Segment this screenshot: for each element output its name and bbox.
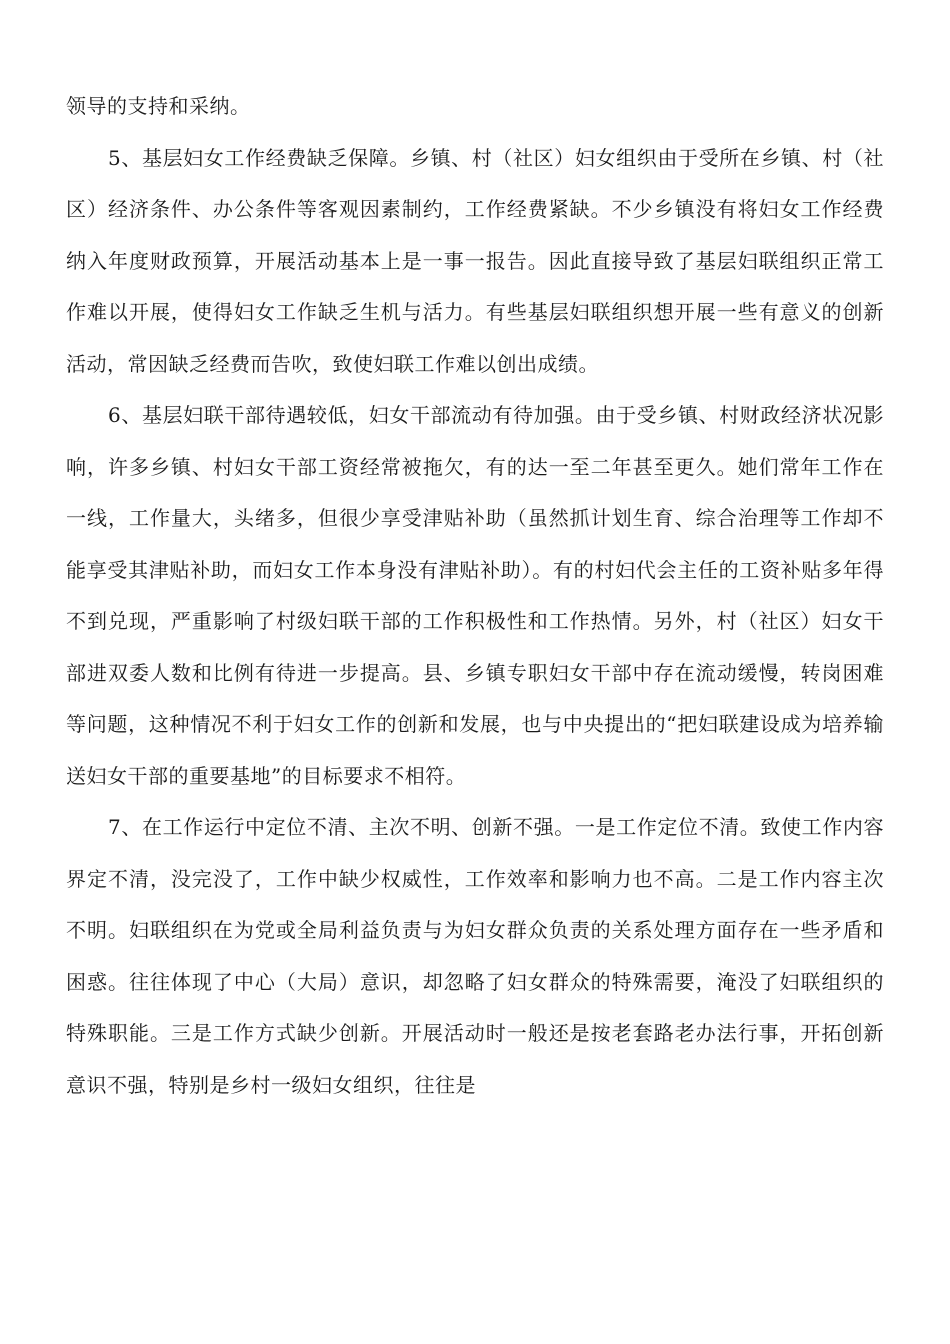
paragraph-item-5: 5、基层妇女工作经费缺乏保障。乡镇、村（社区）妇女组织由于受所在乡镇、村（社区）经济条件、办公条件等客观因素制约，工作经费紧缺。不少乡镇没有将妇女工作经费纳入年度财政预算，开展活动基本上是一事一报告。因此直接导致了基层妇联组织正常工作难以开展，使得妇女工作缺乏生机与活力。有些基层妇联组织想开展一些有意义的创新活动，常因缺乏经费而告吹，致使妇联工作难以创出成绩。 — [66, 145, 884, 376]
paragraph-continuation: 领导的支持和采纳。 — [66, 94, 251, 118]
paragraph-item-6: 6、基层妇联干部待遇较低，妇女干部流动有待加强。由于受乡镇、村财政经济状况影响，许多乡镇、村妇女干部工资经常被拖欠，有的达一至二年甚至更久。她们常年工作在一线，工作量大，头绪多，但很少享受津贴补助（虽然抓计划生育、综合治理等工作却不能享受其津贴补助，而妇女工作本身没有津贴补助）。有的村妇代会主任的工资补贴多年得不到兑现，严重影响了村级妇联干部的工作积极性和工作热情。另外，村（社区）妇女干部进双委人数和比例有待进一步提高。县、乡镇专职妇女干部中存在流动缓慢，转岗困难等问题，这种情况不利于妇女工作的创新和发展，也与中央提出的“把妇联建设成为培养输送妇女干部的重要基地”的目标要求不相符。 — [66, 403, 884, 788]
paragraph-item-7: 7、在工作运行中定位不清、主次不明、创新不强。一是工作定位不清。致使工作内容界定不清，没完没了，工作中缺少权威性，工作效率和影响力也不高。二是工作内容主次不明。妇联组织在为党或全局利益负责与为妇女群众负责的关系处理方面存在一些矛盾和困惑。往往体现了中心（大局）意识，却忽略了妇女群众的特殊需要，淹没了妇联组织的特殊职能。三是工作方式缺少创新。开展活动时一般还是按老套路老办法行事，开拓创新意识不强，特别是乡村一级妇女组织，往往是 — [66, 815, 884, 1097]
document-page — [66, 81, 884, 1111]
